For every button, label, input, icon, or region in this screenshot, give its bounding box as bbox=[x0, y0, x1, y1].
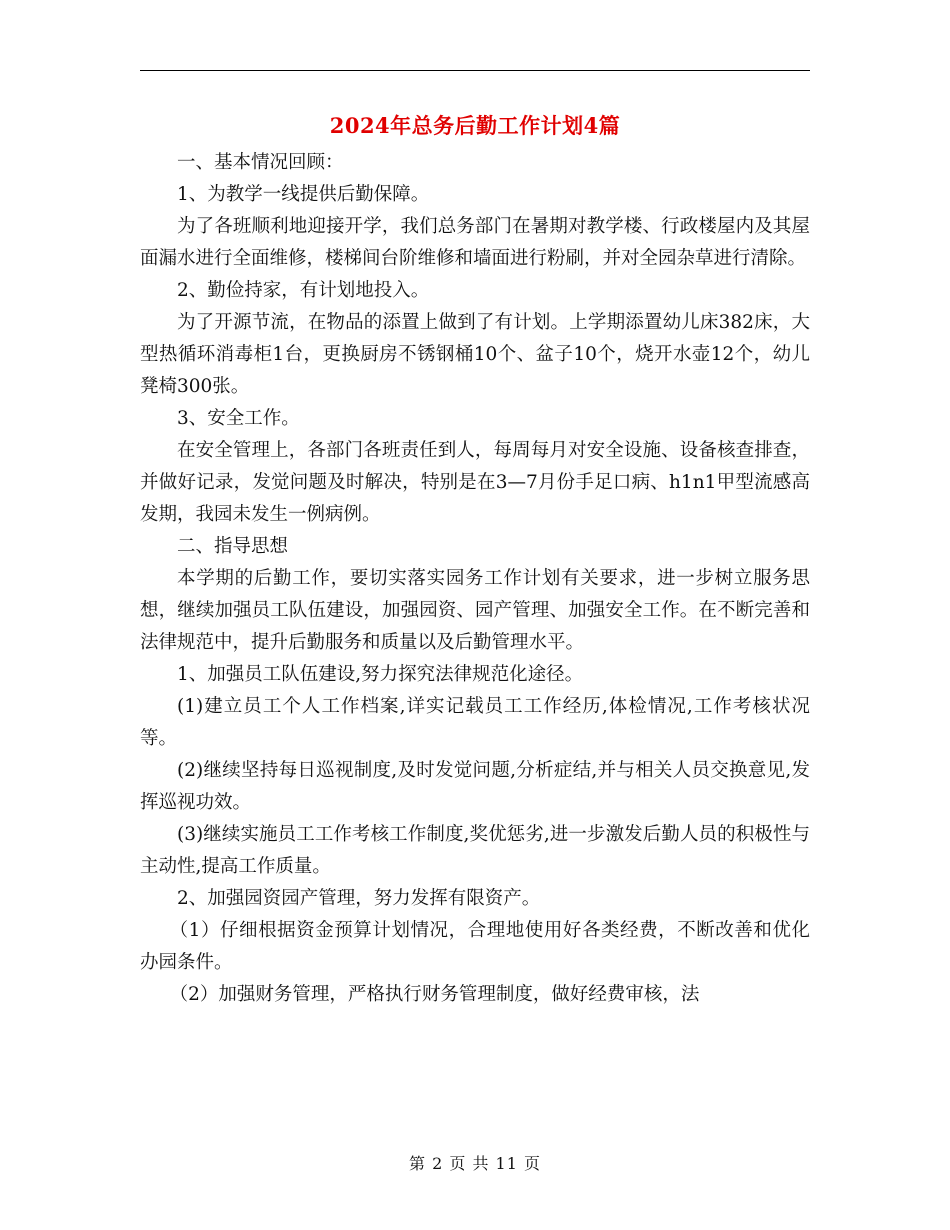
paragraph: 2、勤俭持家，有计划地投入。 bbox=[177, 280, 430, 301]
page-number: 第 2 页 共 11 页 bbox=[409, 1154, 541, 1173]
paragraph: 1、为教学一线提供后勤保障。 bbox=[177, 184, 430, 205]
header-rule bbox=[140, 70, 810, 71]
paragraph: 二、指导思想 bbox=[177, 536, 289, 557]
paragraph: 3、安全工作。 bbox=[177, 408, 300, 429]
document-title: 2024年总务后勤工作计划4篇 bbox=[329, 113, 621, 138]
paragraph: 本学期的后勤工作，要切实落实园务工作计划有关要求，进一步树立服务思想，继续加强员工队伍建设，加强园资、园产管理、加强安全工作。在不断完善和法律规范中，提升后勤服务和质量以及后勤管理水平。 bbox=[140, 568, 810, 653]
paragraph: （1）仔细根据资金预算计划情况，合理地使用好各类经费，不断改善和优化办园条件。 bbox=[140, 920, 810, 973]
document-body bbox=[140, 147, 810, 1011]
paragraph: 2、加强园资园产管理，努力发挥有限资产。 bbox=[177, 888, 541, 909]
paragraph: （2）加强财务管理，严格执行财务管理制度，做好经费审核，法 bbox=[169, 984, 700, 1005]
paragraph: 为了各班顺利地迎接开学，我们总务部门在暑期对教学楼、行政楼屋内及其屋面漏水进行全面维修，楼梯间台阶维修和墙面进行粉刷，并对全园杂草进行清除。 bbox=[140, 216, 810, 269]
paragraph: (3)继续实施员工工作考核工作制度,奖优惩劣,进一步激发后勤人员的积极性与主动性,提高工作质量。 bbox=[140, 824, 810, 877]
paragraph: 一、基本情况回顾： bbox=[177, 152, 344, 173]
paragraph: 为了开源节流，在物品的添置上做到了有计划。上学期添置幼儿床382床，大型热循环消毒柜1台，更换厨房不锈钢桶10个、盆子10个，烧开水壶12个，幼儿凳椅300张。 bbox=[140, 312, 810, 397]
paragraph: 在安全管理上，各部门各班责任到人，每周每月对安全设施、设备核查排查，并做好记录，发觉问题及时解决，特别是在3—7月份手足口病、h1n1甲型流感高发期，我园未发生一例病例。 bbox=[140, 440, 810, 525]
paragraph: (2)继续坚持每日巡视制度,及时发觉问题,分析症结,并与相关人员交换意见,发挥巡视功效。 bbox=[140, 760, 810, 813]
paragraph: 1、加强员工队伍建设,努力探究法律规范化途径。 bbox=[177, 664, 584, 685]
paragraph: (1)建立员工个人工作档案,详实记载员工工作经历,体检情况,工作考核状况等。 bbox=[140, 696, 810, 749]
